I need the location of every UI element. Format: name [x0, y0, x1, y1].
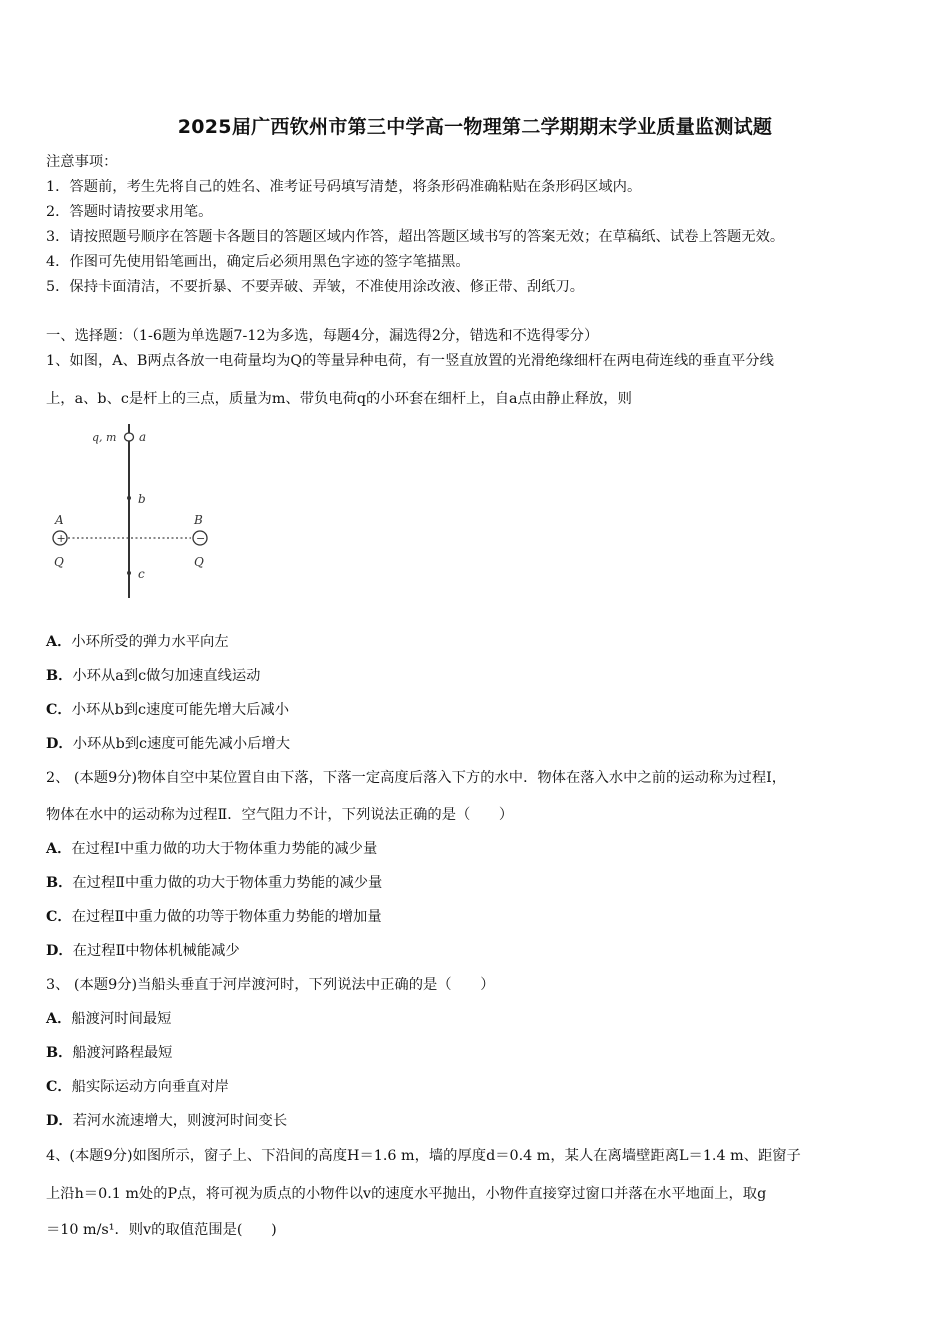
point-b-label: b [138, 492, 146, 506]
q3-option-b: B．船渡河路程最短 [46, 1045, 173, 1061]
charge-B-name: B [194, 513, 203, 527]
charge-B-quantity: Q [194, 555, 204, 569]
q2-stem-line1: 2、 (本题9分)物体自空中某位置自由下落，下落一定高度后落入下方的水中．物体在落入水中之前的运动称为过程Ⅰ， [46, 770, 787, 786]
q4-stem-line3: ＝10 m/s¹．则v的取值范围是( ) [46, 1222, 277, 1238]
section-heading: 一、选择题：（1-6题为单选题7-12为多选，每题4分，漏选得2分，错选和不选得零分） [46, 328, 599, 344]
notice-heading: 注意事项： [46, 154, 118, 170]
point-a-label: a [139, 430, 147, 444]
ring-label: q, m [92, 431, 117, 444]
q3-option-d: D．若河水流速增大，则渡河时间变长 [46, 1113, 288, 1129]
point-b-dot [127, 496, 131, 500]
point-c-label: c [138, 567, 145, 581]
charge-A-name: A [55, 513, 64, 527]
q1-option-a: A．小环所受的弹力水平向左 [46, 634, 229, 650]
charge-A-sign: + [56, 532, 66, 545]
q1-option-d: D．小环从b到c速度可能先减小后增大 [46, 736, 291, 752]
q1-stem-line2: 上，a、b、c是杆上的三点，质量为m、带负电荷q的小环套在细杆上，自a点由静止释放，则 [46, 391, 632, 407]
notice-item: 5．保持卡面清洁，不要折暴、不要弄破、弄皱，不准使用涂改液、修正带、刮纸刀。 [46, 279, 585, 295]
q4-stem-line1: 4、(本题9分)如图所示，窗子上、下沿间的高度H＝1.6 m，墙的厚度d＝0.4 m，某人在离墙壁距离L＝1.4 m、距窗子 [46, 1148, 801, 1164]
exam-title: 2025届广西钦州市第三中学高一物理第二学期期末学业质量监测试题 [177, 116, 773, 138]
point-c-dot [127, 571, 131, 575]
q1-stem-line1: 1、如图，A、B两点各放一电荷量均为Q的等量异种电荷，有一竖直放置的光滑绝缘细杆在两电荷连线的垂直平分线 [46, 353, 774, 369]
q2-option-b: B．在过程Ⅱ中重力做的功大于物体重力势能的减少量 [46, 875, 383, 891]
q2-option-d: D．在过程Ⅱ中物体机械能减少 [46, 943, 240, 959]
notice-item: 3．请按照题号顺序在答题卡各题目的答题区域内作答，超出答题区域书写的答案无效；在草稿纸、试卷上答题无效。 [46, 229, 785, 245]
q2-option-a: A．在过程Ⅰ中重力做的功大于物体重力势能的减少量 [46, 841, 378, 857]
notice-item: 4．作图可先使用铅笔画出，确定后必须用黑色字迹的签字笔描黑。 [46, 254, 470, 270]
notice-item: 2．答题时请按要求用笔。 [46, 204, 213, 220]
q3-option-c: C．船实际运动方向垂直对岸 [46, 1079, 229, 1095]
q3-stem: 3、 (本题9分)当船头垂直于河岸渡河时，下列说法中正确的是（ ） [46, 977, 495, 993]
q1-option-c: C．小环从b到c速度可能先增大后减小 [46, 702, 290, 718]
ring [125, 433, 134, 441]
q2-option-c: C．在过程Ⅱ中重力做的功等于物体重力势能的增加量 [46, 909, 382, 925]
q1-figure [46, 420, 226, 605]
q1-option-b: B．小环从a到c做匀加速直线运动 [46, 668, 261, 684]
q4-stem-line2: 上沿h＝0.1 m处的P点，将可视为质点的小物件以v的速度水平抛出，小物件直接穿过窗口并落在水平地面上，取g [46, 1186, 767, 1202]
q3-option-a: A．船渡河时间最短 [46, 1011, 172, 1027]
notice-item: 1．答题前，考生先将自己的姓名、准考证号码填写清楚，将条形码准确粘贴在条形码区域内。 [46, 179, 642, 195]
charge-B-sign: − [196, 532, 206, 545]
q2-stem-line2: 物体在水中的运动称为过程Ⅱ．空气阻力不计，下列说法正确的是（ ） [46, 807, 514, 823]
charge-A-quantity: Q [54, 555, 64, 569]
